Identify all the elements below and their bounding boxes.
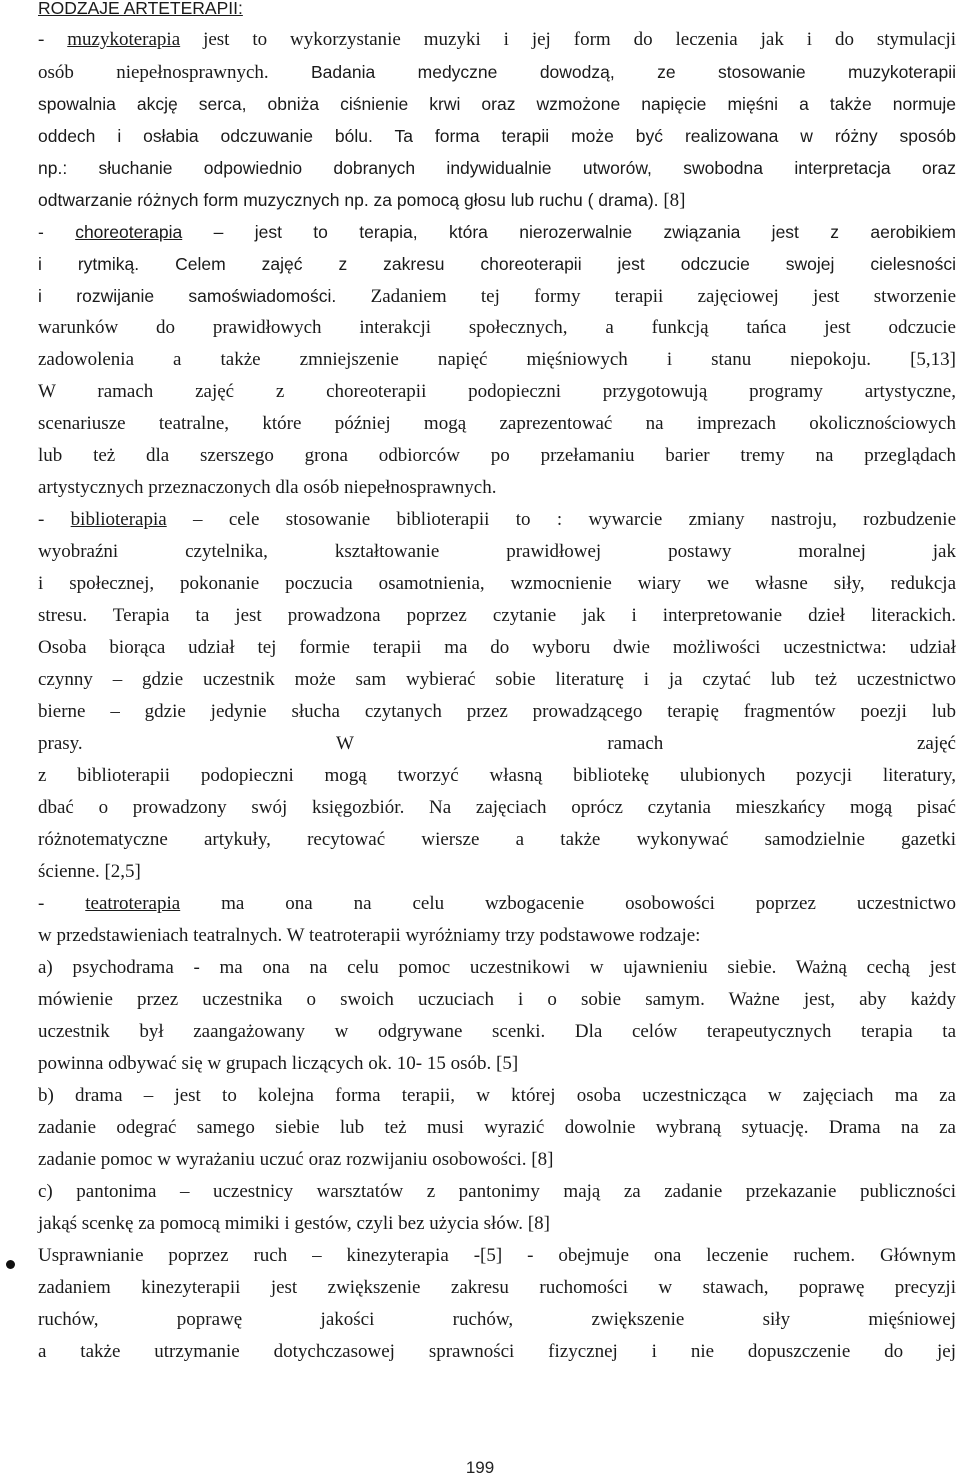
muzykoterapia-line-1: - muzykoterapia jest to wykorzystanie muzyki i jej form do leczenia jak i do stymulacji — [38, 29, 957, 50]
psychodrama-line-1: a) psychodrama - ma ona na celu pomoc uczestnikowi w ujawnieniu siebie. Ważną cechą jest — [38, 957, 956, 978]
choreoterapia-line-4: warunków do prawidłowych interakcji społecznych, a funkcją tańca jest odczucie — [38, 317, 956, 338]
choreoterapia-line-3: i rozwijanie samoświadomości. Zadaniem tej formy terapii zajęciowej jest stworzenie — [38, 286, 956, 307]
drama-line-1: b) drama – jest to kolejna forma terapii, w której osoba uczestnicząca w zajęciach ma za — [38, 1085, 956, 1106]
drama-line-3: zadanie pomoc w wyrażaniu uczuć oraz rozwijaniu osobowości. [8] — [38, 1149, 554, 1170]
bullet-icon — [6, 1260, 15, 1269]
pantonima-line-1: c) pantonima – uczestnicy warsztatów z pantonimy mają za zadanie przekazanie publiczności — [38, 1181, 956, 1202]
biblioterapia-line-10: dbać o prowadzony swój księgozbiór. Na zajęciach oprócz czytania mieszkańcy mogą pisać — [38, 797, 956, 818]
teatroterapia-line-2: w przedstawieniach teatralnych. W teatroterapii wyróżniamy trzy podstawowe rodzaje: — [38, 925, 701, 946]
biblioterapia-line-12: ścienne. [2,5] — [38, 861, 141, 882]
kinezyterapia-line-3: ruchów, poprawę jakości ruchów, zwiększenie siły mięśniowej — [38, 1309, 956, 1330]
choreoterapia-line-9: artystycznych przeznaczonych dla osób niepełnosprawnych. — [38, 477, 497, 498]
drama-line-2: zadanie odegrać samego siebie lub też musi wyrazić dowolnie wybraną sytuację. Drama na za — [38, 1117, 956, 1138]
biblioterapia-line-2: wyobraźni czytelnika, kształtowanie prawidłowej postawy moralnej jak — [38, 541, 956, 562]
kinezyterapia-line-1: Usprawnianie poprzez ruch – kinezyterapia -[5] - obejmuje ona leczenie ruchem. Głównym — [38, 1245, 956, 1266]
biblioterapia-line-8: prasy. W ramach zajęć — [38, 733, 956, 754]
muzykoterapia-term: muzykoterapia — [67, 29, 181, 50]
muzykoterapia-line-5: np.: słuchanie odpowiednio dobranych indywidualnie utworów, swobodna interpretacja oraz — [38, 158, 956, 178]
choreoterapia-line-6: W ramach zajęć z choreoterapii podopieczni przygotowują programy artystyczne, — [38, 381, 956, 402]
psychodrama-line-4: powinna odbywać się w grupach liczących ok. 10- 15 osób. [5] — [38, 1053, 519, 1074]
kinezyterapia-line-4: a także utrzymanie dotychczasowej sprawności fizycznej i nie dopuszczenie do jej — [38, 1341, 956, 1362]
kinezyterapia-line-2: zadaniem kinezyterapii jest zwiększenie zakresu ruchomości w stawach, poprawę precyzji — [38, 1277, 956, 1298]
muzykoterapia-line-4: oddech i osłabia odczuwanie bólu. Ta forma terapii może być realizowana w różny sposób — [38, 126, 956, 146]
teatroterapia-line-1: - teatroterapia ma ona na celu wzbogacenie osobowości poprzez uczestnictwo — [38, 893, 957, 914]
teatroterapia-term: teatroterapia — [85, 893, 181, 914]
biblioterapia-line-7: bierne – gdzie jedynie słucha czytanych przez prowadzącego terapię fragmentów poezji lub — [38, 701, 956, 722]
choreoterapia-line-8: lub też dla szerszego grona odbiorców po przełamaniu barier tremy na przeglądach — [38, 445, 956, 466]
choreoterapia-line-2: i rytmiką. Celem zajęć z zakresu choreoterapii jest odczucie swojej cielesności — [38, 254, 956, 274]
biblioterapia-term: biblioterapia — [70, 509, 167, 530]
muzykoterapia-line-2: osób niepełnosprawnych. Badania medyczne dowodzą, ze stosowanie muzykoterapii — [38, 62, 956, 83]
pantonima-line-2: jakąś scenkę za pomocą mimiki i gestów, czyli bez użycia słów. [8] — [38, 1213, 550, 1234]
biblioterapia-line-5: Osoba biorąca udział tej formie terapii ma do wyboru dwie możliwości uczestnictwa: udział — [38, 637, 956, 658]
biblioterapia-line-1: - biblioterapia – cele stosowanie biblioterapii to : wywarcie zmiany nastroju, rozbudzenie — [38, 509, 957, 530]
muzykoterapia-line-6: odtwarzanie różnych form muzycznych np. za pomocą głosu lub ruchu ( drama). [8] — [38, 190, 686, 211]
biblioterapia-line-3: i społecznej, pokonanie poczucia osamotnienia, wzmocnienie wiary we własne siły, redukcja — [38, 573, 956, 594]
choreoterapia-term: choreoterapia — [75, 222, 183, 242]
biblioterapia-line-4: stresu. Terapia ta jest prowadzona poprzez czytanie jak i interpretowanie dzieł literackich. — [38, 605, 956, 626]
psychodrama-line-3: uczestnik był zaangażowany w odgrywane scenki. Dla celów terapeutycznych terapia ta — [38, 1021, 956, 1042]
biblioterapia-line-6: czynny – gdzie uczestnik może sam wybierać sobie literaturę i ja czytać lub też uczestnictwo — [38, 669, 956, 690]
psychodrama-line-2: mówienie przez uczestnika o swoich uczuciach i o sobie samym. Ważne jest, aby każdy — [38, 989, 956, 1010]
muzykoterapia-line-3: spowalnia akcję serca, obniża ciśnienie krwi oraz wzmożone napięcie mięśni a także normuje — [38, 94, 956, 114]
section-heading: RODZAJE ARTETERAPII: — [38, 0, 243, 18]
biblioterapia-line-11: różnotematyczne artykuły, recytować wiersze a także wykonywać samodzielnie gazetki — [38, 829, 956, 850]
choreoterapia-line-7: scenariusze teatralne, które później mogą zaprezentować na imprezach okolicznościowych — [38, 413, 956, 434]
page-number: 199 — [465, 1458, 495, 1477]
choreoterapia-line-1: - choreoterapia – jest to terapia, która nierozerwalnie związania jest z aerobikiem — [38, 222, 956, 242]
biblioterapia-line-9: z biblioterapii podopieczni mogą tworzyć własną bibliotekę ulubionych pozycji literatury, — [38, 765, 956, 786]
choreoterapia-line-5: zadowolenia a także zmniejszenie napięć mięśniowych i stanu niepokoju. [5,13] — [38, 349, 956, 370]
